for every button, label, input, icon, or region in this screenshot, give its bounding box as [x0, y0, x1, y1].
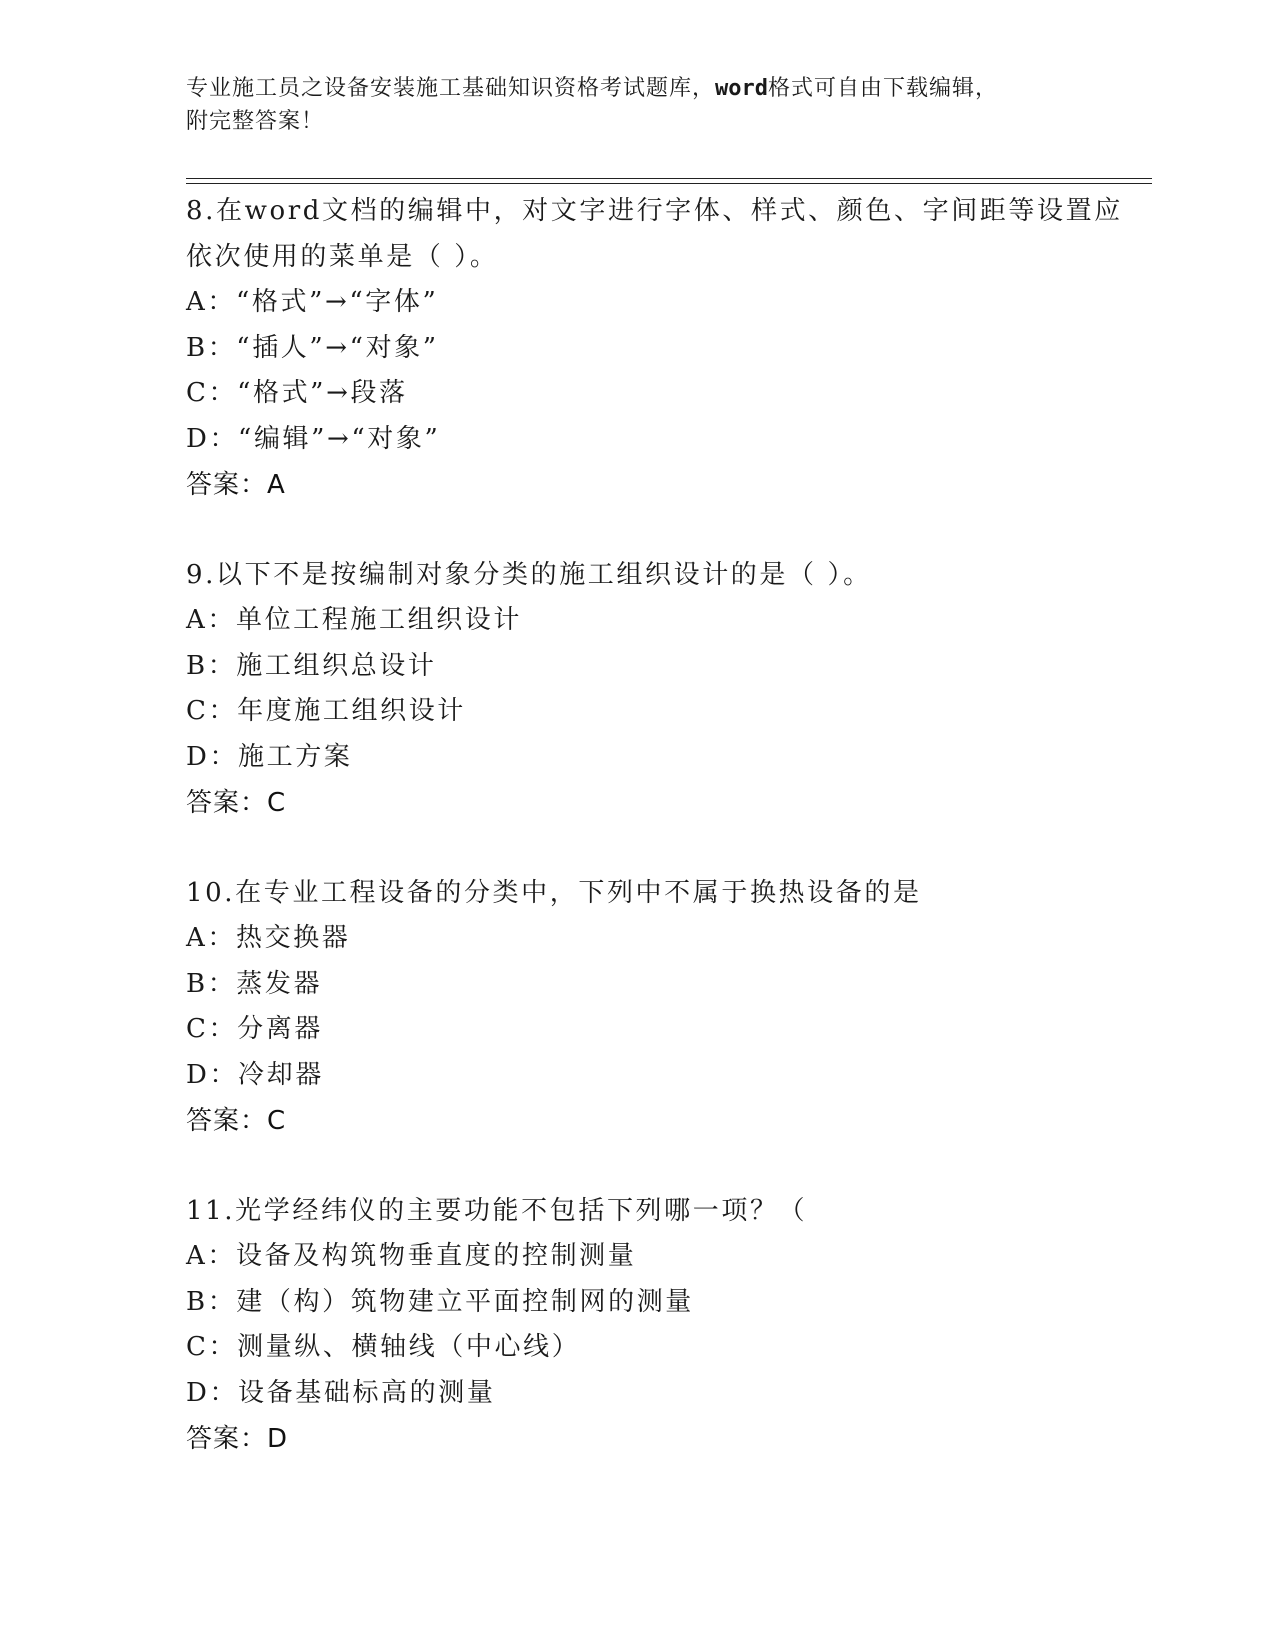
- option-c: C：年度施工组织设计: [186, 696, 466, 726]
- question-8: [186, 188, 1126, 508]
- option-d: D：冷却器: [186, 1059, 324, 1090]
- option-b: B：“插人”→“对象”: [186, 332, 439, 363]
- option-c: C：“格式”→段落: [186, 378, 408, 408]
- document-header: [186, 72, 1086, 138]
- answer-line: 答案：D: [186, 1424, 289, 1454]
- question-9: [186, 552, 1126, 826]
- option-b: B：蒸发器: [186, 968, 323, 999]
- question-stem: 8.在word文档的编辑中，对文字进行字体、样式、颜色、字间距等设置应依次使用的菜单是（ ）。: [186, 196, 1123, 272]
- option-a: A：“格式”→“字体”: [186, 287, 439, 317]
- header-text-end: 格式可自由下载编辑，: [768, 76, 999, 101]
- question-10: [186, 870, 1126, 1144]
- header-divider-top: [186, 178, 1152, 179]
- answer-line: 答案：A: [186, 470, 286, 500]
- answer-line: 答案：C: [186, 1106, 287, 1136]
- option-a: A：设备及构筑物垂直度的控制测量: [186, 1241, 637, 1271]
- header-word-keyword: word: [715, 76, 768, 101]
- question-stem: 11.光学经纬仪的主要功能不包括下列哪一项？（: [186, 1196, 808, 1226]
- option-d: D：“编辑”→“对象”: [186, 423, 441, 454]
- header-divider-bottom: [186, 183, 1152, 184]
- question-list: [186, 188, 1126, 1506]
- answer-line: 答案：C: [186, 788, 287, 818]
- option-c: C：分离器: [186, 1014, 323, 1044]
- question-stem: 10.在专业工程设备的分类中，下列中不属于换热设备的是: [186, 878, 922, 908]
- option-b: B：建（构）筑物建立平面控制网的测量: [186, 1286, 694, 1317]
- header-line-1: [186, 72, 1086, 105]
- option-c: C：测量纵、横轴线（中心线）: [186, 1332, 581, 1362]
- header-text-start: 专业施工员之设备安装施工基础知识资格考试题库，: [186, 76, 716, 101]
- option-b: B：施工组织总设计: [186, 650, 437, 681]
- question-stem: 9.以下不是按编制对象分类的施工组织设计的是（ ）。: [186, 560, 872, 590]
- header-line-2: 附完整答案！: [186, 109, 325, 134]
- option-d: D：施工方案: [186, 741, 353, 772]
- option-d: D：设备基础标高的测量: [186, 1377, 496, 1408]
- question-11: [186, 1188, 1126, 1462]
- option-a: A：热交换器: [186, 923, 351, 953]
- option-a: A：单位工程施工组织设计: [186, 605, 522, 635]
